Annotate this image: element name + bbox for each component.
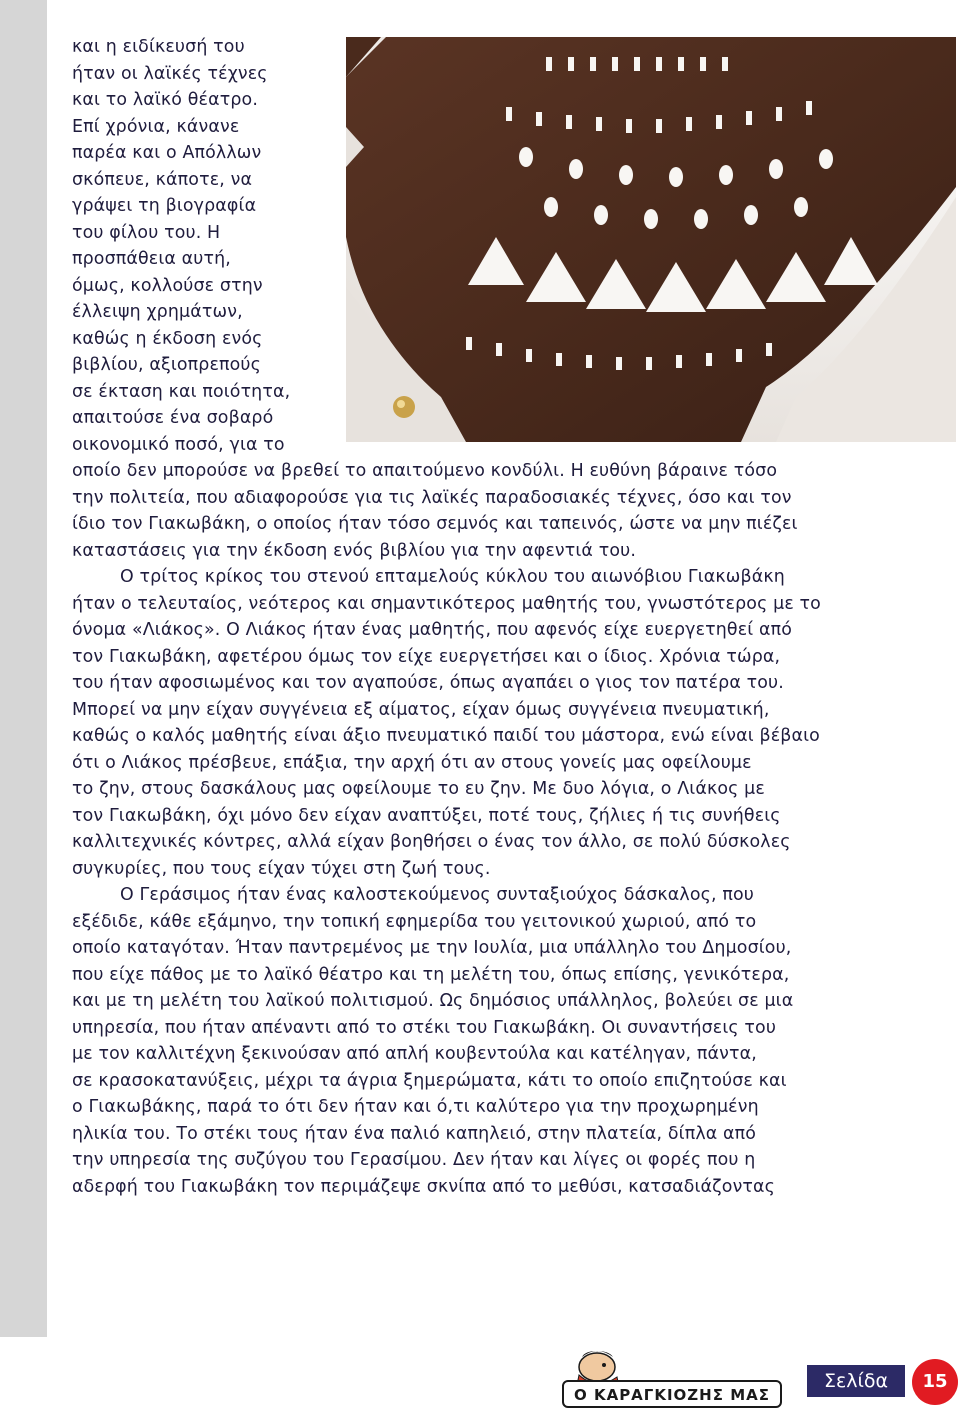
left-margin-rule <box>0 0 47 1337</box>
paragraph-3 <box>72 882 956 1200</box>
text-line: οποίο καταγόταν. Ήταν παντρεμένος με την Ιουλία, μια υπάλληλο του Δημοσίου, <box>72 938 792 958</box>
text-line: Επί χρόνια, κάνανε <box>72 116 240 137</box>
paragraph-2 <box>72 564 956 882</box>
text-line: ότι ο Λιάκος πρέσβευε, επάξια, την αρχή ότι αν στους γονείς μας οφείλουμε <box>72 752 752 773</box>
text-line: ο Γιακωβάκης, παρά το ότι δεν ήταν και ό,τι καλύτερο για την προχωρημένη <box>72 1097 759 1117</box>
text-line: οποίο δεν μπορούσε να βρεθεί το απαιτούμενο κονδύλι. Η ευθύνη βάραινε τόσο <box>72 461 778 481</box>
karagiozis-logo <box>557 1347 785 1409</box>
text-line: καθώς η έκδοση ενός <box>72 328 263 349</box>
text-line: προσπάθεια αυτή, <box>72 249 231 269</box>
text-line: απαιτούσε ένα σοβαρό <box>72 408 274 428</box>
text-line: βιβλίου, αξιοπρεπούς <box>72 355 261 375</box>
text-line: όμως, κολλούσε στην <box>72 275 263 296</box>
text-line: αδερφή του Γιακωβάκη τον περιμάζεψε σκνίπα από το μεθύσι, κατσαδιάζοντας <box>72 1176 776 1197</box>
article-body <box>72 34 956 1200</box>
text-line: το ζην, στους δασκάλους μας οφείλουμε το ευ ζην. Με δυο λόγια, ο Λιάκος με <box>72 779 765 799</box>
text-line: Μπορεί να μην είχαν συγγένεια εξ αίματος, είχαν όμως συγγένεια πνευματική, <box>72 699 770 720</box>
text-line: τον Γιακωβάκη, όχι μόνο δεν είχαν αναπτύξει, ποτέ τους, ζήλιες ή τις συνήθεις <box>72 805 781 826</box>
text-line: παρέα και ο Απόλλων <box>72 143 262 163</box>
text-line: καθώς ο καλός μαθητής είναι άξιο πνευματικό παιδί του μάστορα, ενώ είναι βέβαιο <box>72 726 820 746</box>
text-line: ίδιο τον Γιακωβάκη, ο οποίος ήταν τόσο σεμνός και ταπεινός, ώστε να μην πιέζει <box>72 514 798 534</box>
text-line: τον Γιακωβάκη, αφετέρου όμως τον είχε ευεργετήσει και ο ίδιος. Χρόνια τώρα, <box>72 646 781 667</box>
text-line: όνομα «Λιάκος». Ο Λιάκος ήταν ένας μαθητής, που αφενός είχε ευεργετηθεί από <box>72 620 793 640</box>
logo-text: Ο ΚΑΡΑΓΚΙΟΖΗΣ ΜΑΣ <box>573 1386 771 1404</box>
text-line: του φίλου του. Η <box>72 222 221 243</box>
text-line: και με τη μελέτη του λαϊκού πολιτισμού. Ως δημόσιος υπάλληλος, βολεύει σε μια <box>72 991 794 1011</box>
text-line: γράψει τη βιογραφία <box>72 196 257 216</box>
text-line: ήταν οι λαϊκές τέχνες <box>72 63 268 84</box>
text-line: καταστάσεις για την έκδοση ενός βιβλίου για την αφεντιά του. <box>72 540 637 561</box>
paragraph-1 <box>72 34 956 564</box>
text-line: του ήταν αφοσιωμένος και τον αγαπούσε, όπως αγαπάει ο γιος τον πατέρα του. <box>72 673 784 693</box>
text-line: εξέδιδε, κάθε εξάμηνο, την τοπική εφημερίδα του γειτονικού χωριού, από το <box>72 911 757 932</box>
text-line: και το λαϊκό θέατρο. <box>72 90 259 110</box>
text-line: Ο Γεράσιμος ήταν ένας καλοστεκούμενος συνταξιούχος δάσκαλος, που <box>120 885 754 905</box>
text-line: υπηρεσία, που ήταν απέναντι από το στέκι του Γιακωβάκη. Οι συναντήσεις του <box>72 1017 777 1038</box>
text-line: σε έκταση και ποιότητα, <box>72 381 291 402</box>
text-line: οικονομικό ποσό, για το <box>72 434 285 455</box>
text-line: σκόπευε, κάποτε, να <box>72 169 253 190</box>
text-line: σε κρασοκατανύξεις, μέχρι τα άγρια ξημερώματα, κάτι το οποίο επιζητούσε και <box>72 1070 787 1091</box>
text-line: έλλειψη χρημάτων, <box>72 302 243 322</box>
text-line: ήταν ο τελευταίος, νεότερος και σημαντικότερος μαθητής του, γνωστότερος με το <box>72 593 821 614</box>
text-line: και η ειδίκευσή του <box>72 37 245 57</box>
text-line: καλλιτεχνικές κόντρες, αλλά είχαν βοηθήσει ο ένας τον άλλο, σε πολύ δύσκολες <box>72 832 791 852</box>
text-line: την υπηρεσία της συζύγου του Γερασίμου. Δεν ήταν και λίγες οι φορές που η <box>72 1150 756 1170</box>
text-line: συγκυρίες, που τους είχαν τύχει στη ζωή τους. <box>72 858 491 879</box>
text-line: που είχε πάθος με το λαϊκό θέατρο και τη μελέτη του, όπως επίσης, γενικότερα, <box>72 964 790 985</box>
page-label: Σελίδα <box>807 1365 905 1397</box>
text-line: ηλικία του. Το στέκι τους ήταν ένα παλιό καπηλειό, στην πλατεία, δίπλα από <box>72 1123 757 1144</box>
text-line: με τον καλλιτέχνη ξεκινούσαν από απλή κουβεντούλα και κατέληγαν, πάντα, <box>72 1044 757 1064</box>
page-number-badge: 15 <box>912 1359 958 1405</box>
text-line: την πολιτεία, που αδιαφορούσε για τις λαϊκές παραδοσιακές τέχνες, όσο και τον <box>72 487 792 508</box>
text-line: Ο τρίτος κρίκος του στενού επταμελούς κύκλου του αιωνόβιου Γιακωβάκη <box>120 567 785 587</box>
